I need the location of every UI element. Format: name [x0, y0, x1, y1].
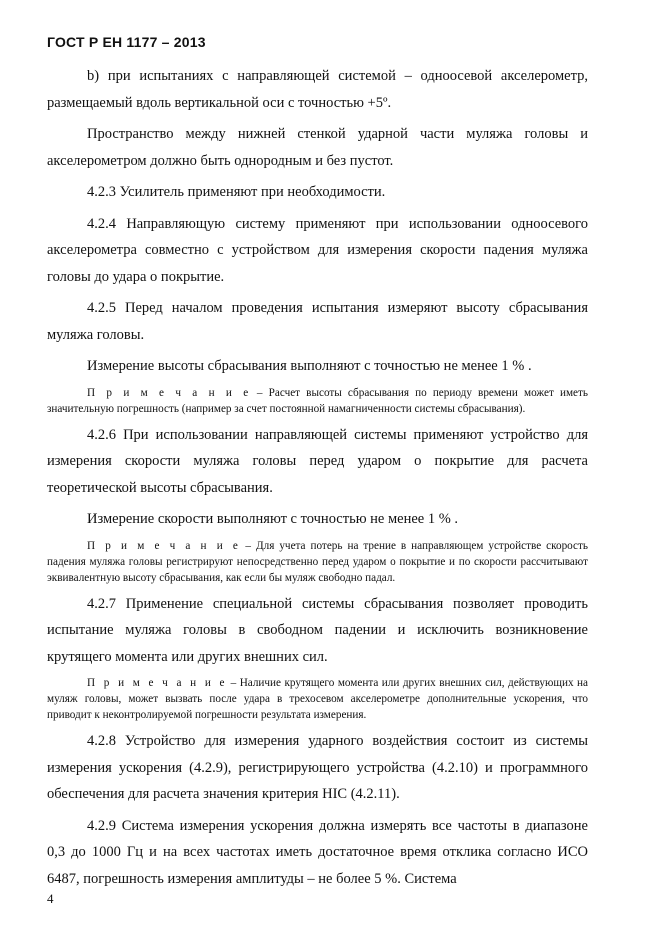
document-header: ГОСТ Р ЕН 1177 – 2013 — [47, 34, 206, 50]
note-3-text: – Наличие крутящего момента или других внешних сил, действующих на муляж головы, может вызвать после удара в трехосевом акселерометре дополнительные ускорения, что приводит к неконтролируемой погрешности результата измерения. — [47, 677, 588, 721]
paragraph-b: b) при испытаниях с направляющей системой – одноосевой акселерометр, размещаемый вдоль вертикальной оси с точностью +5º. — [47, 68, 588, 111]
paragraph-space-accelerometer: Пространство между нижней стенкой ударной части муляжа головы и акселерометром должно быть однородным и без пустот. — [47, 126, 588, 169]
paragraph-4-2-8: 4.2.8 Устройство для измерения ударного воздействия состоит из системы измерения ускорения (4.2.9), регистрирующего устройства (4.2.10) и программного обеспечения для расчета значения критерия HIC (4.2.11). — [47, 733, 588, 802]
paragraph-4-2-7: 4.2.7 Применение специальной системы сбрасывания позволяет проводить испытание муляжа головы в свободном падении и исключить возникновение крутящего момента или других внешних сил. — [47, 595, 588, 665]
paragraph-speed-accuracy: Измерение скорости выполняют с точностью не менее 1 % . — [87, 511, 459, 527]
note-1 — [47, 385, 588, 417]
page-number: 4 — [47, 891, 54, 906]
note-label: П р и м е ч а н и е — [87, 386, 251, 399]
paragraph-4-2-6: 4.2.6 При использовании направляющей системы применяют устройство для измерения скорости муляжа головы перед ударом о покрытие для расчета теоретической высоты сбрасывания. — [47, 426, 588, 496]
paragraph-4-2-3: 4.2.3 Усилитель применяют при необходимости. — [87, 184, 386, 200]
note-label: П р и м е ч а н и е — [87, 539, 241, 552]
note-label: П р и м е ч а н и е — [87, 677, 228, 689]
note-2 — [47, 538, 588, 586]
page-body — [47, 63, 588, 892]
note-3 — [47, 675, 588, 723]
paragraph-drop-height-accuracy: Измерение высоты сбрасывания выполняют с точностью не менее 1 % . — [87, 358, 532, 374]
paragraph-4-2-5: 4.2.5 Перед началом проведения испытания измеряют высоту сбрасывания муляжа головы. — [47, 300, 588, 343]
paragraph-4-2-4: 4.2.4 Направляющую систему применяют при использовании одноосевого акселерометра совместно с устройством для измерения скорости падения муляжа головы до удара о покрытие. — [47, 215, 588, 285]
note-1-text: – Расчет высоты сбрасывания по периоду времени может иметь значительную погрешность (например за счет постоянной намагниченности системы сбрасывания). — [47, 386, 589, 415]
note-2-text: – Для учета потерь на трение в направляющем устройстве скорость падения муляжа головы регистрируют непосредственно перед ударом о покрытие и по скорости рассчитывают эквивалентную высоту сбрасывания, как если бы муляж свободно падал. — [47, 539, 588, 584]
paragraph-4-2-9: 4.2.9 Система измерения ускорения должна измерять все частоты в диапазоне 0,3 до 1000 Гц и на всех частотах иметь достаточное время отклика согласно ИСО 6487, погрешность измерения амплитуды – не более 5 %. Система — [47, 817, 588, 887]
